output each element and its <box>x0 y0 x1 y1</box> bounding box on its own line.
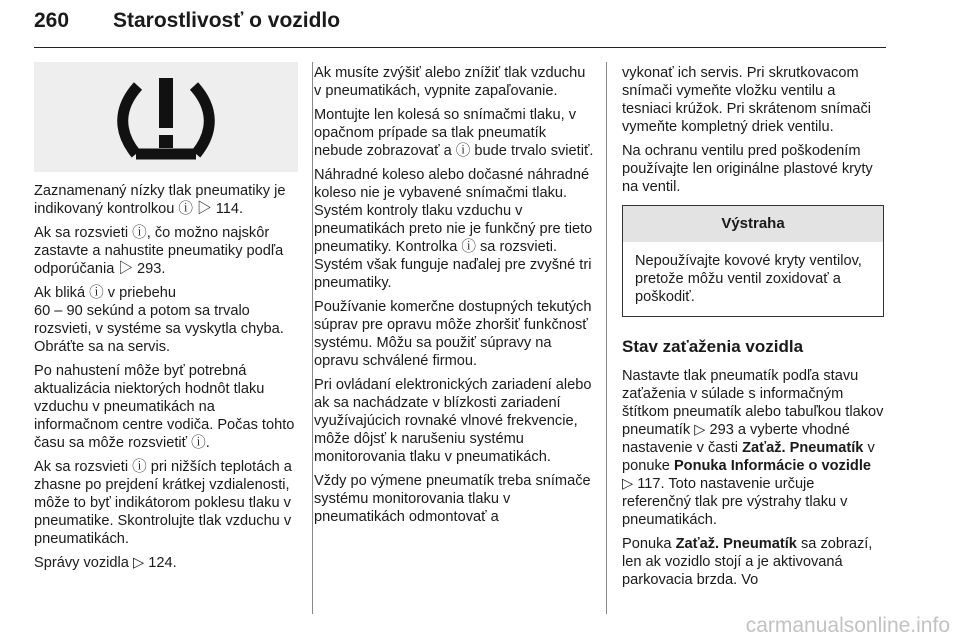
warning-text: Nepoužívajte kovové kryty ventilov, pretože môžu ventil zoxidovať a poškodiť. <box>635 253 862 305</box>
paragraph <box>622 367 886 529</box>
paragraph: Náhradné koleso alebo dočasné náhradné koleso nie je vybavené snímačmi tlaku. Systém kontroly tlaku vzduchu v pneumatikách preto nie je funkčný pre tieto pneumatiky. Kontrolka ⓘ sa rozsvieti. Systém však funguje naďalej pre zvyšné tri pneumatiky. <box>314 167 593 291</box>
paragraph <box>622 535 886 589</box>
menu-term: Zaťaž. Pneumatík <box>742 440 864 456</box>
tire-pressure-warning-icon <box>116 68 216 166</box>
warning-box <box>622 205 884 317</box>
watermark: carmanualsonline.info <box>745 614 950 637</box>
text-run: v ponuke <box>622 440 875 474</box>
section-heading: Stav zaťaženia vozidla <box>622 337 804 356</box>
paragraph: Vždy po výmene pneumatík treba snímače systému monitorovania tlaku v pneumatikách odmontovať a <box>314 473 591 525</box>
paragraph: Pri ovládaní elektronických zariadení alebo ak sa nachádzate v blízkosti zariadení využívajúcich rovnaké vlnové frekvencie, môže dôjsť k narušeniu systému monitorovania tlaku v pneumatikách. <box>314 377 592 465</box>
warning-title: Výstraha <box>623 206 883 242</box>
column-right <box>622 64 886 595</box>
paragraph: Správy vozidla ▷ 124. <box>34 555 177 571</box>
column-divider <box>606 62 607 614</box>
text-run: sa zobrazí, len ak vozidlo stojí a je aktivovaná parkovacia brzda. Vo <box>622 536 873 588</box>
text-run: Nastavte tlak pneumatík podľa stavu zaťaženia v súlade s informačným štítkom pneumatík alebo tabuľkou tlakov pneumatík ▷ 293 a vyberte vhodné nastavenie v časti <box>622 368 884 456</box>
paragraph: vykonať ich servis. Pri skrutkovacom snímači vymeňte vložku ventilu a tesniaci krúžok. Pri skrátenom snímači vymeňte kompletný driek ventilu. <box>622 65 871 135</box>
paragraph: Ak bliká ⓘ v priebehu 60 – 90 sekúnd a potom sa trvalo rozsvieti, v systéme sa vyskytla chyba. Obráťte sa na servis. <box>34 285 284 355</box>
menu-term: Zaťaž. Pneumatík <box>675 536 797 552</box>
paragraph: Montujte len kolesá so snímačmi tlaku, v opačnom prípade sa tlak pneumatík nebude zobrazovať a ⓘ bude trvalo svietiť. <box>314 107 594 159</box>
text-run: ▷ 117. Toto nastavenie určuje referenčný tlak pre výstrahy tlaku v pneumatikách. <box>622 476 848 528</box>
page-header <box>34 3 886 48</box>
paragraph: Ak sa rozsvieti ⓘ pri nižších teplotách a zhasne po prejdení krátkej vzdialenosti, môže to byť indikátorom poklesu tlaku v pneumatike. Skontrolujte tlak vzduchu v pneumatikách. <box>34 459 292 547</box>
page-number: 260 <box>34 9 70 32</box>
paragraph: Po nahustení môže byť potrebná aktualizácia niektorých hodnôt tlaku vzduchu v pneumatikách na informačnom centre vodiča. Počas tohto času sa môže rozsvietiť ⓘ. <box>34 363 295 451</box>
paragraph: Ak sa rozsvieti ⓘ, čo možno najskôr zastavte a nahustite pneumatiky podľa odporúčania ▷ 293. <box>34 225 284 277</box>
paragraph: Používanie komerčne dostupných tekutých súprav pre opravu môže zhoršiť funkčnosť systému. Môžu sa použiť súpravy na opravu schválené firmou. <box>314 299 592 369</box>
running-title: Starostlivosť o vozidlo <box>113 9 341 32</box>
column-middle <box>314 64 596 532</box>
menu-term: Ponuka Informácie o vozidle <box>673 458 871 474</box>
text-run: Ponuka <box>622 536 676 552</box>
paragraph: Na ochranu ventilu pred poškodením používajte len originálne plastové kryty na ventil. <box>622 143 873 195</box>
column-divider <box>312 62 313 614</box>
tire-pressure-figure <box>34 62 298 172</box>
paragraph: Zaznamenaný nízky tlak pneumatiky je indikovaný kontrolkou ⓘ ▷ 114. <box>34 183 286 217</box>
column-left <box>34 62 298 578</box>
paragraph: Ak musíte zvýšiť alebo znížiť tlak vzduchu v pneumatikách, vypnite zapaľovanie. <box>314 65 586 99</box>
